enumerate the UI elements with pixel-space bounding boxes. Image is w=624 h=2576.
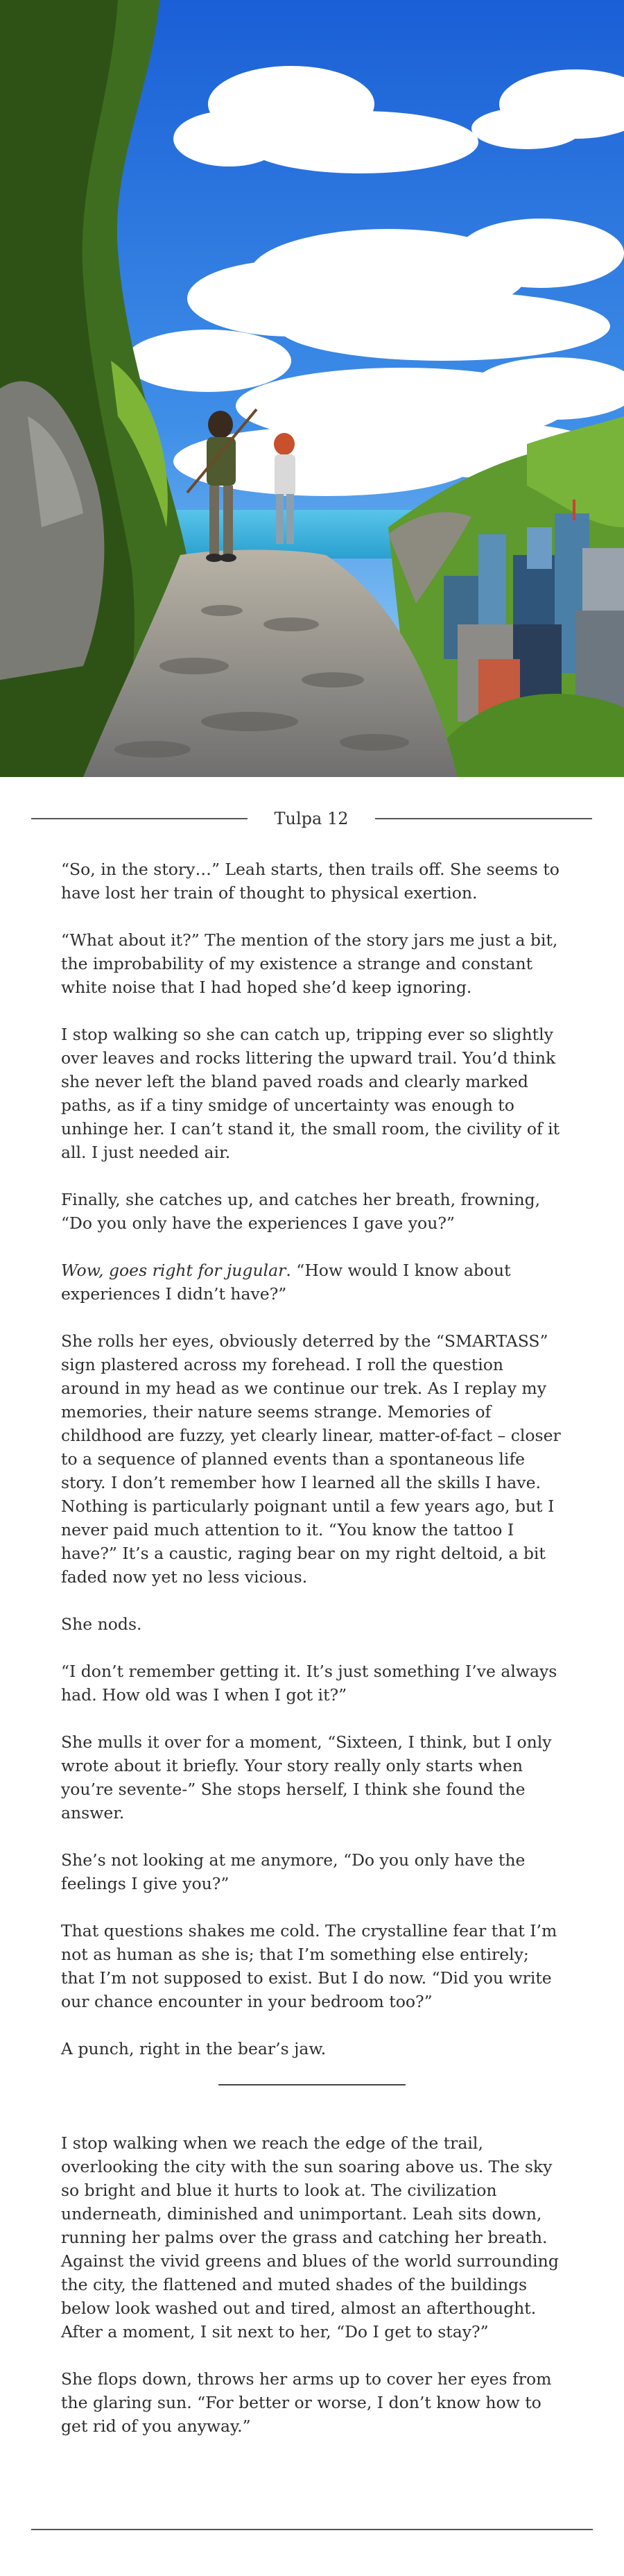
chapter-title: Tulpa 12 bbox=[274, 809, 349, 828]
paragraph: That questions shakes me cold. The crystalline fear that I’m not as human as she is; that I’m something else entirely; that I’m not supposed to exist. But I do now. “Did you write our chance encounter in your bedroom too?” bbox=[61, 1921, 557, 2011]
paragraph: A punch, right in the bear’s jaw. bbox=[61, 2039, 327, 2058]
paragraph: Finally, she catches up, and catches her breath, frowning, “Do you only have the experiences I gave you?” bbox=[61, 1190, 541, 1233]
footer-rule bbox=[31, 2529, 593, 2530]
story-body bbox=[61, 858, 563, 2462]
paragraph: “So, in the story…” Leah starts, then trails off. She seems to have lost her train of thought to physical exertion. bbox=[61, 860, 560, 903]
paragraph: I stop walking so she can catch up, tripping ever so slightly over leaves and rocks littering the upward trail. You’d think she never left the bland paved roads and clearly marked paths, as if a tiny smidge of uncertainty was enough to unhinge her. I can’t stand it, the small room, the civility of it all. I just needed air. bbox=[61, 1025, 560, 1162]
section-divider bbox=[218, 2084, 406, 2085]
paragraph: She flops down, throws her arms up to cover her eyes from the glaring sun. “For better or worse, I don’t know how to get rid of you anyway.” bbox=[61, 2369, 552, 2436]
header-rule-left bbox=[31, 818, 248, 819]
paragraph: She nods. bbox=[61, 1614, 142, 1634]
paragraph: She rolls her eyes, obviously deterred by the “SMARTASS” sign plastered across my forehead. I roll the question around in my head as we continue our trek. As I replay my memories, their nature seems strange. Memories of childhood are fuzzy, yet clearly linear, matter-of-fact – closer to a sequence of planned events than a spontaneous life story. I don’t remember how I learned all the skills I have. Nothing is particularly poignant until a few years ago, but I never paid much attention to it. “You know the tattoo I have?” It’s a caustic, raging bear on my right deltoid, a bit faded now yet no less vicious. bbox=[61, 1331, 561, 1587]
paragraph: She mulls it over for a moment, “Sixteen, I think, but I only wrote about it briefly. Your story really only starts when you’re sevente-” She stops herself, I think she found the answer. bbox=[61, 1732, 552, 1823]
paragraph bbox=[61, 1259, 563, 1306]
italic-thought: Wow, goes right for jugular bbox=[61, 1261, 286, 1280]
paragraph-rest: . “How would I know about experiences I didn’t have?” bbox=[61, 1261, 511, 1304]
header-rule-right bbox=[375, 818, 592, 819]
paragraph: “What about it?” The mention of the story jars me just a bit, the improbability of my existence a strange and constant white noise that I had hoped she’d keep ignoring. bbox=[61, 930, 558, 997]
mountain-trail-illustration bbox=[0, 0, 624, 777]
chapter-header bbox=[0, 805, 624, 833]
hero-illustration bbox=[0, 0, 624, 777]
paragraph: I stop walking when we reach the edge of the trail, overlooking the city with the sun soaring above us. The sky so bright and blue it hurts to look at. The civilization underneath, diminished and unimportant. Leah sits down, running her palms over the grass and catching her breath. Against the vivid greens and blues of the world surrounding the city, the flattened and muted shades of the buildings below look washed out and tired, almost an afterthought. After a moment, I sit next to her, “Do I get to stay?” bbox=[61, 2133, 559, 2342]
paragraph: She’s not looking at me anymore, “Do you only have the feelings I give you?” bbox=[61, 1850, 526, 1893]
paragraph: “I don’t remember getting it. It’s just something I’ve always had. How old was I when I got it?” bbox=[61, 1662, 557, 1705]
